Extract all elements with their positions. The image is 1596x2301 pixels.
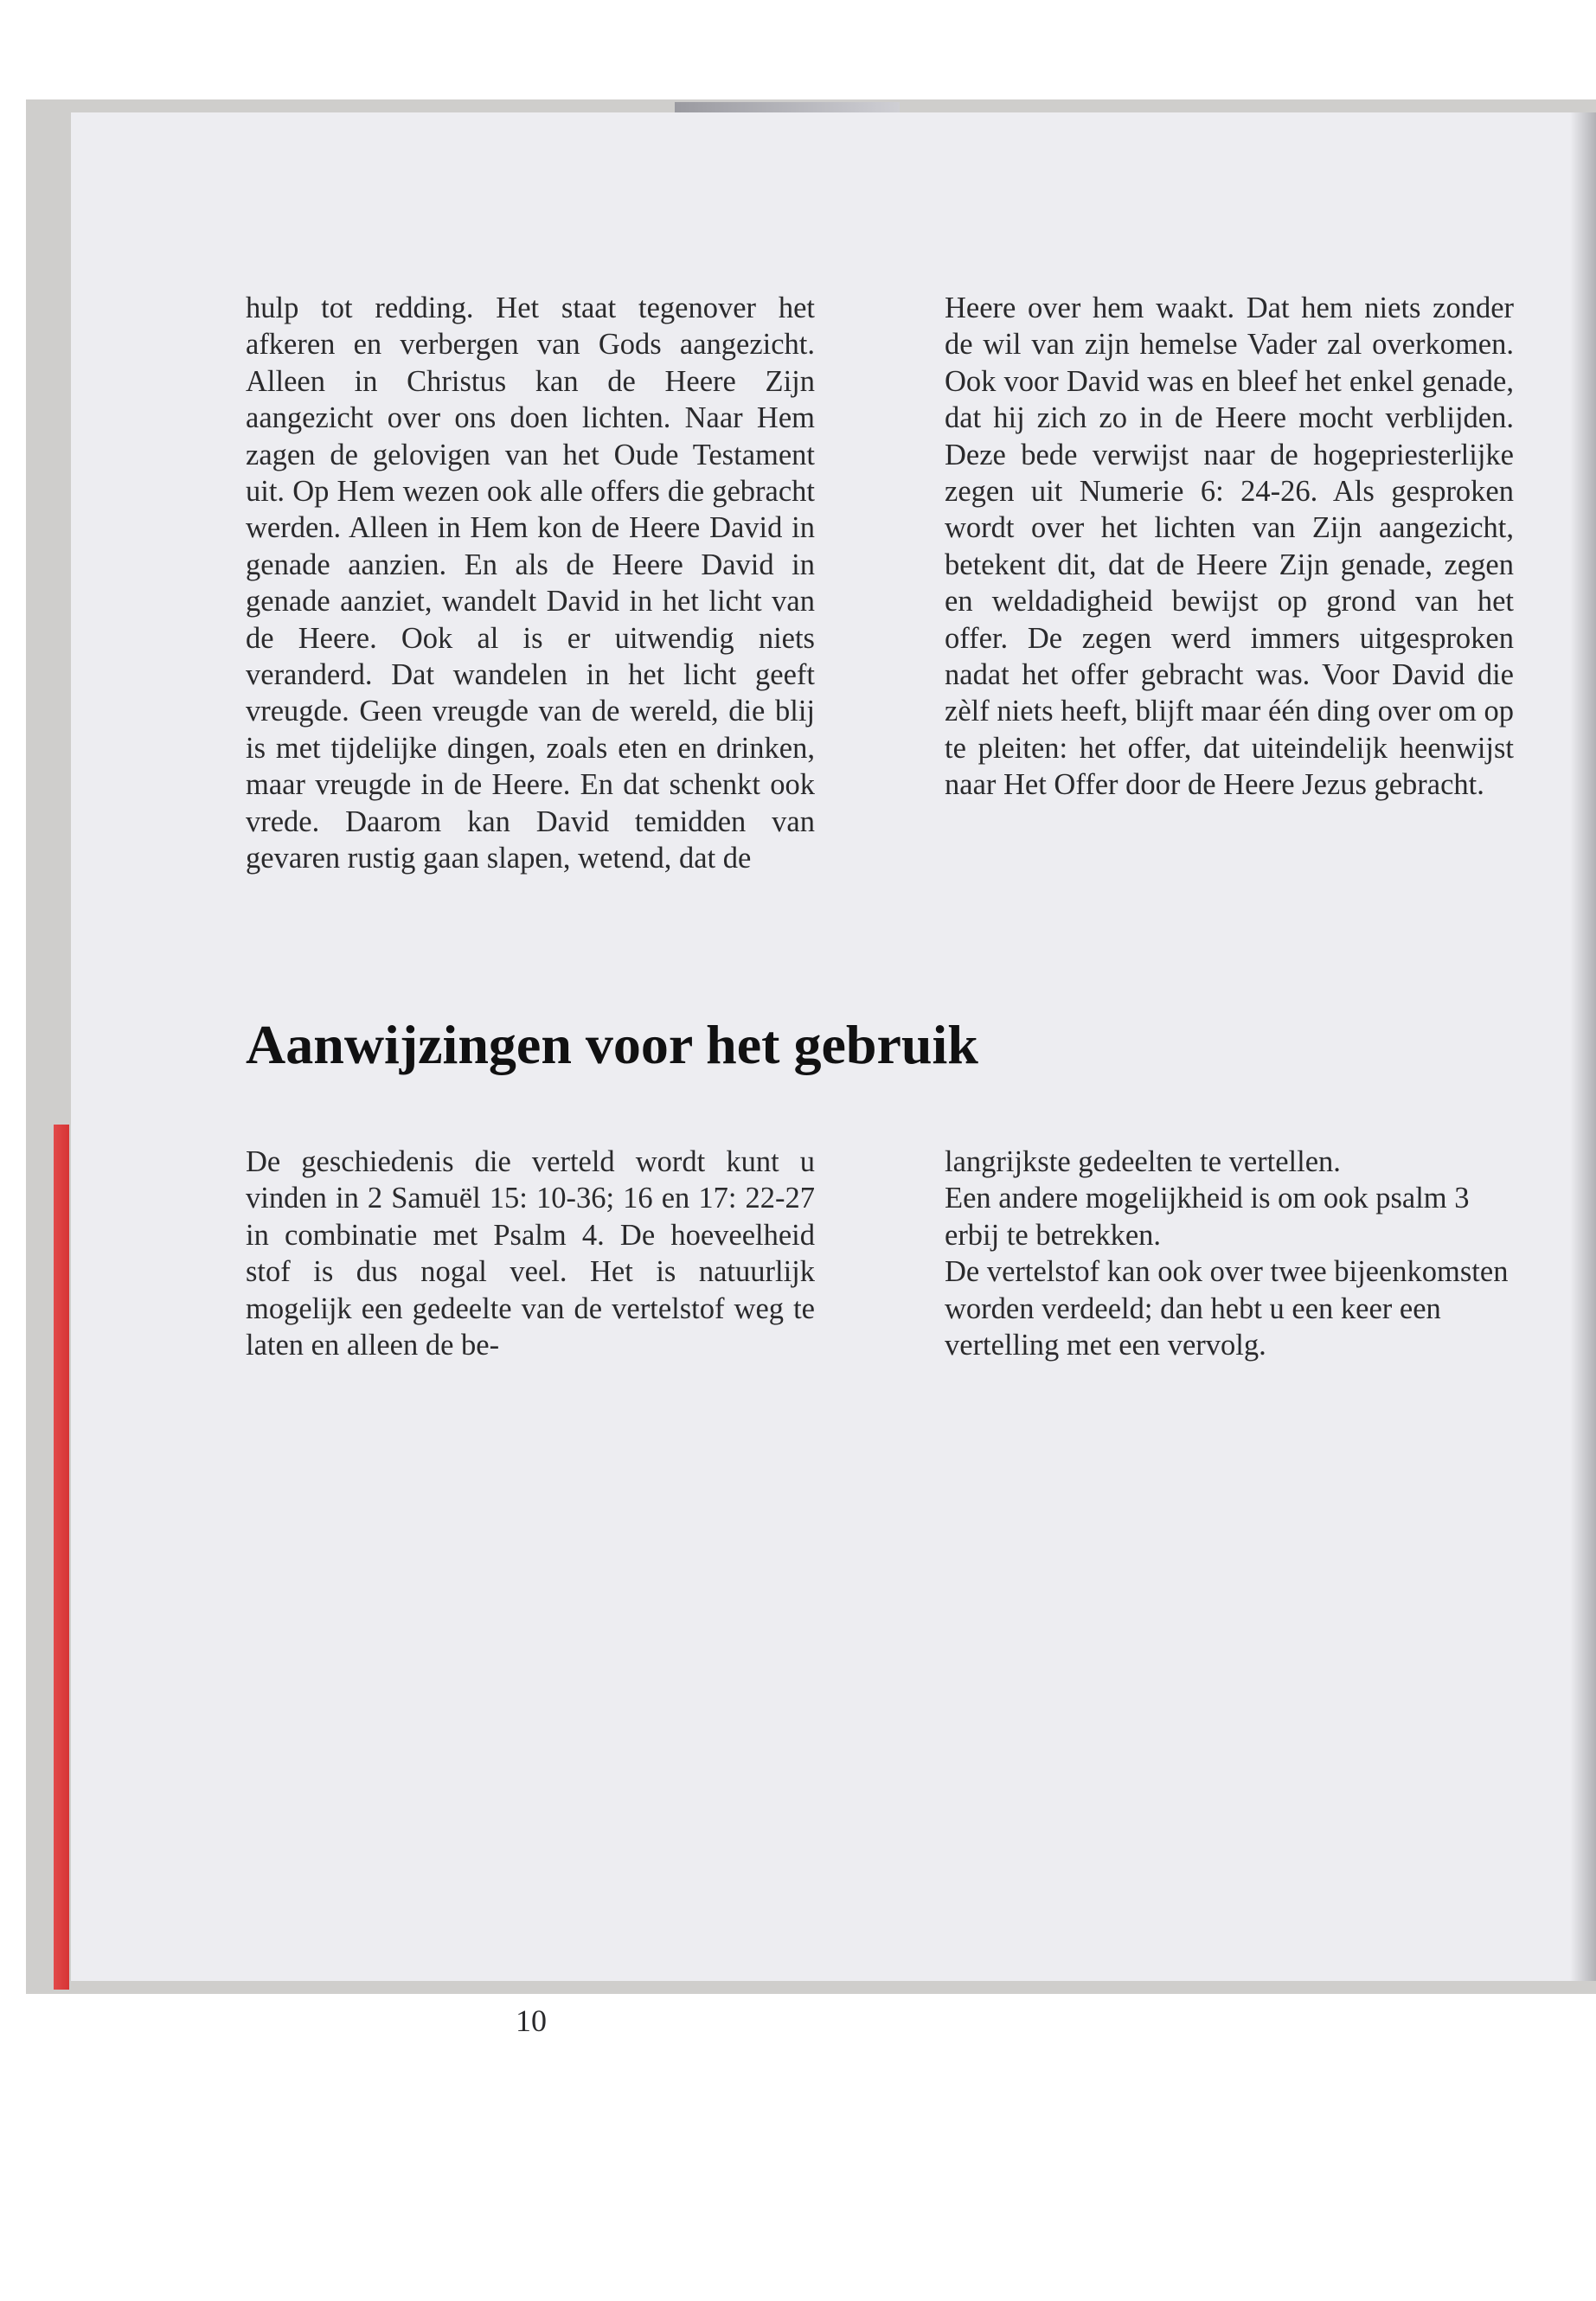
right-column-bottom	[945, 1144, 1514, 1363]
page-gutter-shadow	[1570, 112, 1596, 1981]
right-column-top	[945, 290, 1514, 804]
left-column-top	[246, 290, 815, 877]
paragraph-right-bottom-2: Een andere mogelijkheid is om ook psalm 3 erbij te betrekken.	[945, 1182, 1470, 1252]
paragraph-left-bottom: De geschiedenis die verteld wordt kunt u vinden in 2 Samuël 15: 10-36; 16 en 17: 22-27 in combinatie met Psalm 4. De hoeveelheid stof is dus nogal veel. Het is natuurlijk mogelijk een gedeelte van de vertelstof weg te laten en alleen de be-	[246, 1145, 815, 1362]
paragraph-right-top: Heere over hem waakt. Dat hem niets zonder de wil van zijn hemelse Vader zal overkomen. Ook voor David was en bleef het enkel genade, dat hij zich zo in de Heere mocht verblijden. Deze bede verwijst naar de hogepriesterlijke zegen uit Numerie 6: 24-26. Als gesproken wordt over het lichten van Zijn aangezicht, betekent dit, dat de Heere Zijn genade, zegen en weldadigheid bewijst op grond van het offer. De zegen werd immers uitgesproken nadat het offer gebracht was. Voor David die zèlf niets heeft, blijft maar één ding over om op te pleiten: het offer, dat uiteindelijk heenwijst naar Het Offer door de Heere Jezus gebracht.	[945, 292, 1514, 802]
section-heading: Aanwijzingen voor het gebruik	[246, 1014, 978, 1075]
paragraph-right-bottom-1: langrijkste gedeelten te vertellen.	[945, 1145, 1341, 1178]
page-number: 10	[516, 2003, 547, 2038]
paragraph-right-bottom-3: De vertelstof kan ook over twee bijeenkomsten worden verdeeld; dan hebt u een keer een vertelling met een vervolg.	[945, 1255, 1509, 1362]
paragraph-left-top: hulp tot redding. Het staat tegenover het afkeren en verbergen van Gods aangezicht. Alleen in Christus kan de Heere Zijn aangezicht over ons doen lichten. Naar Hem zagen de gelovigen van het Oude Testament uit. Op Hem wezen ook alle offers die gebracht werden. Alleen in Hem kon de Heere David in genade aanzien. En als de Heere David in genade aanziet, wandelt David in het licht van de Heere. Ook al is er uitwendig niets veranderd. Dat wandelen in het licht geeft vreugde. Geen vreugde van de wereld, die blij is met tijdelijke dingen, zoals eten en drinken, maar vreugde in de Heere. En dat schenkt ook vrede. Daarom kan David temidden van gevaren rustig gaan slapen, wetend, dat de	[246, 292, 815, 875]
red-binding-edge	[54, 1125, 69, 1990]
left-column-bottom	[246, 1144, 815, 1363]
